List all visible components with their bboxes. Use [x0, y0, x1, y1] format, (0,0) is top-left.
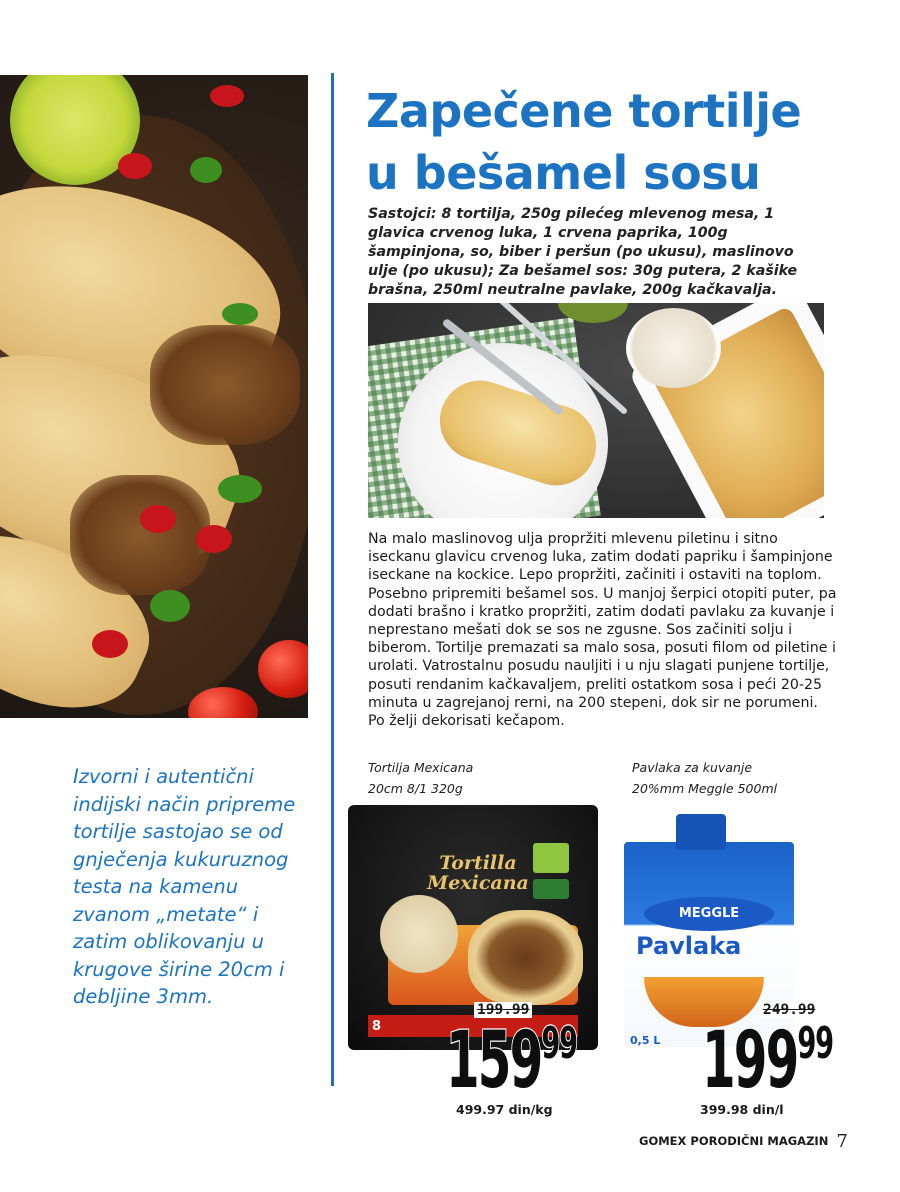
- package-brand-line2: Mexicana: [427, 872, 529, 894]
- meggle-logo: MEGGLE: [644, 897, 774, 931]
- carton-product-name: Pavlaka: [636, 932, 742, 960]
- chili-slice: [92, 630, 128, 658]
- sauce-bowl: [626, 308, 721, 388]
- old-price-tortilla: 199.99: [474, 1002, 532, 1018]
- tomato: [258, 640, 308, 698]
- page-footer: [639, 1131, 879, 1152]
- recipe-title-line2: u bešamel sosu: [366, 146, 761, 200]
- price-main: 159: [446, 1016, 542, 1106]
- page-number: 7: [836, 1131, 848, 1152]
- green-pepper-slice: [222, 303, 258, 325]
- chili-slice: [118, 153, 152, 179]
- recipe-title: [366, 80, 866, 204]
- tortilla-filling: [70, 475, 210, 595]
- price-tortilla: [446, 1016, 577, 1106]
- tortilla-fact-quote: Izvorni i autentični indijski način pripreme tortilje sastojao se od gnječenja kukuruznog testa na kamenu zvanom „metate“ i zatim oblikovanju u krugove širine 20cm i debljine 3mm.: [73, 765, 296, 1008]
- recipe-title-line1: Zapečene tortilje: [366, 84, 802, 138]
- package-brand-line1: Tortilla: [439, 852, 517, 874]
- recipe-method: Na malo maslinovog ulja propržiti mlevenu piletinu i sitno iseckanu glavicu crvenog luka, zatim dodati papriku i šampinjone iseckane na kockice. Lepo propržiti, začiniti i ostaviti na toplom. Posebno pripremiti bešamel sos. U manjoj šerpici otopiti puter, pa dodati brašno i kratko propržiti, zatim dodati pavlaku za kuvanje i neprestano mešati dok se sos ne zgusne. Sos začiniti solju i biberom. Tortilje premazati sa malo sosa, posuti filom od piletine i urolati. Vatrostalnu posudu nauljiti i u nju slagati punjene tortilje, posuti rendanim kačkavaljem, preliti ostatkom sosa i peći 20-25 minuta u zagrejanoj rerni, na 200 stepeni, dok sir ne porumeni. Po želji dekorisati kečapom.: [368, 531, 837, 730]
- dish-photo: [368, 303, 824, 518]
- price-cents: 99: [541, 1018, 577, 1069]
- unit-price-pavlaka: 399.98 din/l: [700, 1102, 784, 1117]
- carton-cap: [676, 814, 726, 850]
- unit-price-tortilla: 499.97 din/kg: [456, 1102, 553, 1117]
- chili-slice: [140, 505, 176, 533]
- recipe-ingredients: Sastojci: 8 tortilja, 250g pilećeg mlevenog mesa, 1 glavica crvenog luka, 1 crvena paprika, 100g šampinjona, so, biber i peršun (po ukusu), maslinovo ulje (po ukusu); Za bešamel sos: 30g putera, 2 kašike brašna, 250ml neutralne pavlake, 200g kačkavalja.: [368, 206, 798, 298]
- product-caption-line2: 20cm 8/1 320g: [368, 781, 463, 796]
- package-badge: [533, 879, 569, 899]
- magazine-name: GOMEX PORODIČNI MAGAZIN: [639, 1134, 829, 1148]
- old-price-pavlaka: 249.99: [760, 1002, 818, 1018]
- price-pavlaka: [702, 1016, 833, 1106]
- chili-slice: [196, 525, 232, 553]
- tortilla-filling: [150, 325, 300, 445]
- chili-slice: [210, 85, 244, 107]
- tortilla-package: [348, 805, 598, 1050]
- column-divider: [331, 73, 334, 1086]
- package-count: 8: [372, 1019, 382, 1034]
- price-cents: 99: [797, 1018, 833, 1069]
- price-main: 199: [702, 1016, 798, 1106]
- tortilla-disc-graphic: [380, 895, 458, 973]
- carton-volume: 0,5 L: [630, 1034, 661, 1047]
- product-caption-line1: Tortilja Mexicana: [368, 760, 474, 775]
- product-caption-line2: 20%mm Meggle 500ml: [632, 781, 778, 796]
- product-caption-line1: Pavlaka za kuvanje: [632, 760, 753, 775]
- product-caption-tortilla: [368, 757, 473, 799]
- parsley-leaf: [190, 157, 222, 183]
- product-caption-pavlaka: [632, 757, 777, 799]
- package-badge: [533, 843, 569, 873]
- green-pepper-slice: [218, 475, 262, 503]
- package-wrap-graphic: [468, 910, 583, 1005]
- package-brand-logo: [418, 853, 538, 893]
- parsley-leaf: [150, 590, 190, 622]
- tortillas-photo: [0, 75, 308, 718]
